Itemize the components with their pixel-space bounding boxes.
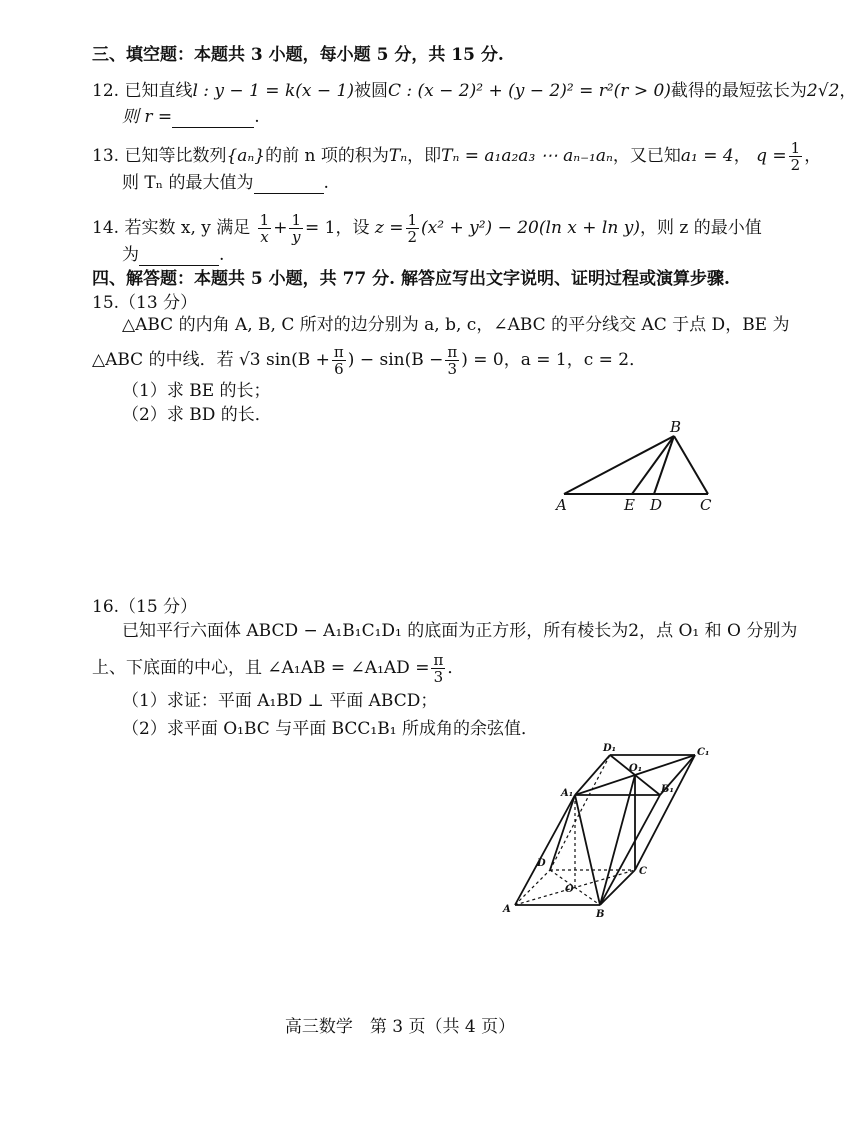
label-a: A [556, 496, 567, 514]
edge-dd1 [550, 755, 610, 870]
question-15-line1: △ABC 的内角 A, B, C 所对的边分别为 a, b, c，∠ABC 的平分线交 AC 于点 D，BE 为 [122, 315, 790, 335]
circle-equation: C : (x − 2)² + (y − 2)² = r²(r > 0) [387, 81, 671, 101]
page-footer: 高三数学 第 3 页（共 4 页） [284, 1017, 516, 1037]
question-15-line2: △ABC 的中线．若 √3 sin(B + $\frac{\pi}{6}$ ) − sin(B − $\frac{\pi}{3}$ ) = 0，a = 1，c = 2． [92, 343, 647, 378]
question-15-part2: （2）求 BD 的长． [122, 405, 272, 425]
triangle-figure [540, 416, 720, 516]
answer-blank[interactable] [254, 175, 324, 194]
question-12-line2: 则 r = . [122, 107, 260, 127]
label-c: C [639, 866, 647, 877]
label-d: D [537, 858, 546, 869]
question-15-number: 15.（13 分） [92, 293, 198, 313]
question-13: 13. 已知等比数列{aₙ}的前 n 项的积为Tₙ，即Tₙ = a₁a₂a₃ ⋯ aₙ₋₁aₙ，又已知a₁ = 4， q = $\frac{1}{2}$ ， [92, 139, 822, 174]
line-equation: l : y − 1 = k(x − 1) [192, 81, 354, 101]
label-b: B [596, 909, 605, 920]
label-d: D [650, 496, 663, 514]
label-a: A [503, 904, 511, 915]
question-16-part1: （1）求证：平面 A₁BD ⊥ 平面 ABCD； [122, 691, 438, 711]
question-16-line1: 已知平行六面体 ABCD − A₁B₁C₁D₁ 的底面为正方形，所有棱长为2，点 O₁ 和 O 分别为 [122, 621, 798, 641]
question-15-part1: （1）求 BE 的长； [122, 381, 271, 401]
label-b: B [670, 418, 682, 436]
label-o: O [565, 884, 574, 895]
question-14: 14. 若实数 x, y 满足 $\frac{1}{x}$ + $\frac{1}{y}$ = 1，设 z = $\frac{1}{2}$ (x² + y²) − 20(ln x + ln y)，则 z 的最小值 [92, 211, 762, 246]
answer-blank[interactable] [139, 247, 219, 266]
section-3-header: 三、填空题：本题共 3 小题，每小题 5 分，共 15 分. [92, 45, 504, 65]
question-16-part2: （2）求平面 O₁BC 与平面 BCC₁B₁ 所成角的余弦值． [122, 719, 538, 739]
ratio-fraction: $\frac{1}{2}$ [790, 139, 801, 174]
label-o1: O₁ [629, 763, 643, 774]
median-be [632, 436, 674, 494]
label-a1: A₁ [561, 788, 574, 799]
label-b1: B₁ [661, 784, 674, 795]
parallelepiped-figure [495, 740, 725, 920]
label-d1: D₁ [603, 743, 617, 754]
label-c1: C₁ [697, 747, 710, 758]
product-formula: Tₙ = a₁a₂a₃ ⋯ aₙ₋₁aₙ [441, 146, 613, 166]
question-16-line2: 上、下底面的中心，且 ∠A₁AB = ∠A₁AD = $\frac{\pi}{3}$ ． [92, 651, 465, 686]
segment-a1b [575, 795, 600, 905]
section-4-header: 四、解答题：本题共 5 小题，共 77 分. 解答应写出文字说明、证明过程或演算步骤. [92, 269, 730, 289]
side-bc [674, 436, 708, 494]
label-c: C [700, 496, 712, 514]
question-number: 13. [92, 146, 120, 166]
edge-bb1 [600, 795, 660, 905]
label-e: E [624, 496, 635, 514]
question-12: 12. 已知直线l : y − 1 = k(x − 1)被圆C : (x − 2)² + (y − 2)² = r²(r > 0)截得的最短弦长为2√2， [92, 81, 856, 101]
chord-length: 2√2 [806, 81, 840, 101]
question-16-number: 16.（15 分） [92, 597, 198, 617]
question-number: 12. [92, 81, 120, 101]
question-13-line2: 则 Tₙ 的最大值为 . [122, 173, 329, 193]
question-14-line2: 为 . [122, 245, 225, 265]
z-expression: (x² + y²) − 20(ln x + ln y) [421, 218, 640, 238]
answer-blank[interactable] [172, 109, 254, 128]
question-number: 14. [92, 218, 120, 238]
